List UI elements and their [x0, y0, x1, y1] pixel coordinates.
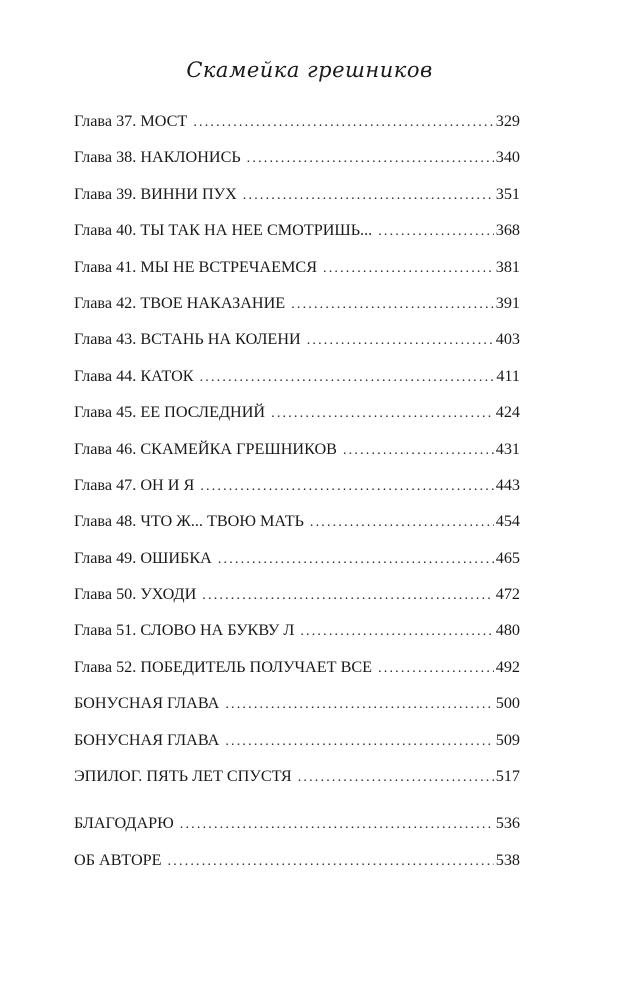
toc-entry-title: БОНУСНАЯ ГЛАВА [74, 694, 220, 713]
toc-entry-title: Глава 48. ЧТО Ж... ТВОЮ МАТЬ [74, 512, 304, 531]
toc-entry-title: БЛАГОДАРЮ [74, 814, 174, 833]
dot-leader [225, 693, 493, 717]
toc-entry-page: 424 [495, 403, 520, 422]
toc-entry-page: 465 [495, 548, 520, 567]
toc-entry-page: 454 [495, 512, 520, 531]
toc-entry-page: 403 [495, 330, 520, 349]
toc-entry-bonus-2 [74, 728, 520, 764]
toc-entry-page: 492 [495, 657, 520, 676]
dot-leader [310, 511, 494, 535]
toc-entry-page: 411 [496, 366, 520, 385]
toc-entry-ch49 [74, 546, 520, 582]
dot-leader [291, 293, 494, 317]
toc-entry-title: Глава 52. ПОБЕДИТЕЛЬ ПОЛУЧАЕТ ВСЕ [74, 657, 373, 676]
dot-leader [202, 584, 493, 608]
toc-entry-title: Глава 49. ОШИБКА [74, 548, 212, 567]
toc-entry-ch41 [74, 255, 520, 291]
toc-entry-title: Глава 40. ТЫ ТАК НА НЕЕ СМОТРИШЬ... [74, 221, 373, 240]
toc-entry-title: Глава 42. ТВОЕ НАКАЗАНИЕ [74, 293, 286, 312]
dot-leader [343, 439, 494, 463]
dot-leader [218, 548, 494, 572]
toc-entry-ch45 [74, 400, 520, 436]
toc-entry-page: 329 [495, 112, 520, 130]
dot-leader [243, 184, 494, 208]
toc-entry-title: Глава 44. КАТОК [74, 366, 194, 385]
toc-entry-page: 536 [495, 814, 520, 833]
toc-entry-title: ОБ АВТОРЕ [74, 850, 162, 869]
toc-entry-page: 431 [495, 439, 520, 458]
toc-entry-page: 391 [495, 293, 520, 312]
dot-leader [247, 147, 494, 171]
toc-entry-ch48 [74, 509, 520, 545]
toc-entry-acknowledgements [74, 811, 520, 847]
toc-entry-page: 472 [495, 585, 520, 604]
toc-entry-page: 517 [495, 767, 520, 786]
toc-entry-ch37 [74, 109, 520, 145]
toc-entry-about-author [74, 848, 520, 884]
toc-entry-ch42 [74, 291, 520, 327]
toc-entry-page: 340 [495, 148, 520, 167]
dot-leader [378, 220, 494, 244]
toc-entry-title: Глава 50. УХОДИ [74, 585, 197, 604]
toc-entry-title: Глава 51. СЛОВО НА БУКВУ Л [74, 621, 295, 640]
toc-entry-bonus-1 [74, 691, 520, 727]
toc-entry-page: 509 [495, 730, 520, 749]
toc-entry-ch47 [74, 473, 520, 509]
dot-leader [271, 402, 494, 426]
dot-leader [200, 475, 493, 499]
running-head: Скамейка грешников [186, 58, 433, 82]
toc-entry-page: 351 [495, 184, 520, 203]
dot-leader [300, 620, 493, 644]
toc-entry-title: Глава 47. ОН И Я [74, 475, 195, 494]
toc-entry-page: 500 [495, 694, 520, 713]
toc-entry-title: ЭПИЛОГ. ПЯТЬ ЛЕТ СПУСТЯ [74, 767, 292, 786]
toc-entry-ch50 [74, 582, 520, 618]
dot-leader [168, 850, 494, 874]
toc-entry-page: 538 [495, 850, 520, 869]
dot-leader [225, 730, 493, 754]
toc-entry-title: Глава 38. НАКЛОНИСЬ [74, 148, 241, 167]
toc-entry-ch51 [74, 618, 520, 654]
table-of-contents [74, 109, 520, 884]
toc-entry-ch40 [74, 218, 520, 254]
dot-leader [193, 111, 493, 135]
dot-leader [378, 657, 494, 681]
toc-entry-title: Глава 45. ЕЕ ПОСЛЕДНИЙ [74, 403, 266, 422]
dot-leader [180, 813, 494, 837]
toc-entry-title: Глава 46. СКАМЕЙКА ГРЕШНИКОВ [74, 439, 337, 458]
toc-entry-title: Глава 43. ВСТАНЬ НА КОЛЕНИ [74, 330, 301, 349]
toc-entry-page: 381 [495, 257, 520, 276]
toc-entry-ch52 [74, 655, 520, 691]
toc-entry-ch43 [74, 327, 520, 363]
toc-entry-title: Глава 37. МОСТ [74, 112, 188, 130]
toc-entry-ch46 [74, 437, 520, 473]
toc-entry-ch39 [74, 182, 520, 218]
toc-entry-epilogue [74, 764, 520, 800]
toc-entry-ch44 [74, 364, 520, 400]
toc-entry-ch38 [74, 145, 520, 181]
dot-leader [200, 366, 495, 390]
toc-entry-page: 368 [495, 221, 520, 240]
dot-leader [298, 766, 494, 790]
toc-entry-title: Глава 39. ВИННИ ПУХ [74, 184, 237, 203]
toc-entry-title: БОНУСНАЯ ГЛАВА [74, 730, 220, 749]
toc-entry-page: 480 [495, 621, 520, 640]
toc-entry-page: 443 [495, 475, 520, 494]
dot-leader [323, 257, 494, 281]
toc-entry-title: Глава 41. МЫ НЕ ВСТРЕЧАЕМСЯ [74, 257, 317, 276]
dot-leader [307, 329, 494, 353]
